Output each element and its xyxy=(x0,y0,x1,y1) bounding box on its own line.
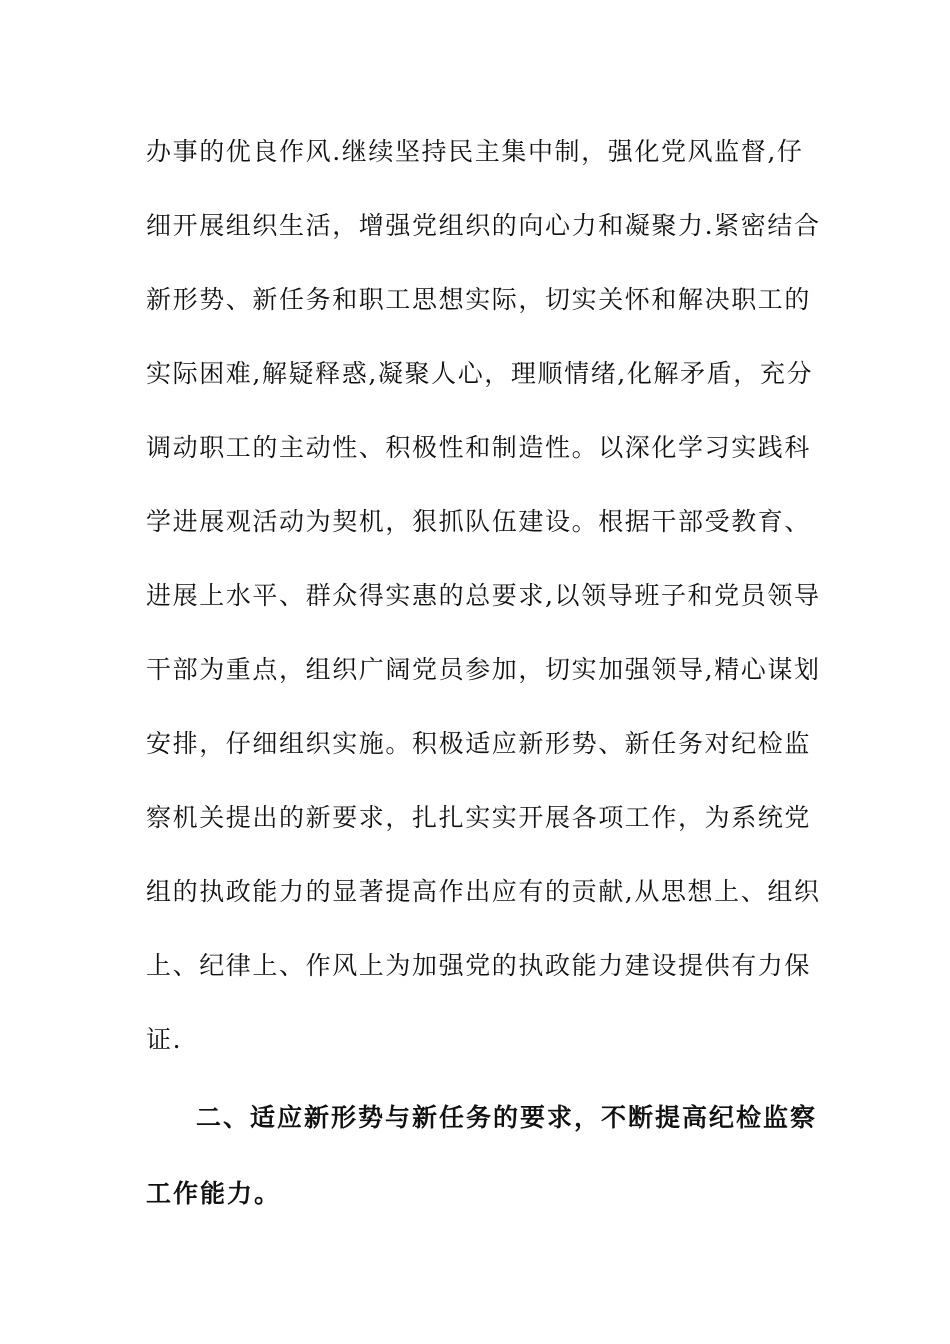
body-line-7: 进展上水平、群众得实惠的总要求,以领导班子和党员领导 xyxy=(146,581,821,610)
body-line-5: 调动职工的主动性、积极性和制造性。以深化学习实践科 xyxy=(146,433,812,462)
body-line-4: 实际困难,解疑释惑,凝聚人心，理顺情绪,化解矛盾，充分 xyxy=(146,359,814,388)
body-line-3: 新形势、新任务和职工思想实际，切实关怀和解决职工的 xyxy=(146,285,812,314)
body-line-9: 安排，仔细组织实施。积极适应新形势、新任务对纪检监 xyxy=(146,729,812,758)
body-line-6: 学进展观活动为契机，狠抓队伍建设。根据干部受教育、 xyxy=(146,507,812,536)
body-line-2: 细开展组织生活，增强党组织的向心力和凝聚力.紧密结合 xyxy=(146,211,821,240)
body-line-1: 办事的优良作风.继续坚持民主集中制，强化党风监督,仔 xyxy=(146,137,804,166)
section-heading-line-1: 二、适应新形势与新任务的要求，不断提高纪检监察 xyxy=(196,1103,818,1132)
body-line-11: 组的执政能力的显著提高作出应有的贡献,从思想上、组织 xyxy=(146,877,821,906)
section-heading-line-2: 工作能力。 xyxy=(146,1179,282,1208)
body-line-12: 上、纪律上、作风上为加强党的执政能力建设提供有力保 xyxy=(146,951,812,980)
body-line-8: 干部为重点，组织广阔党员参加，切实加强领导,精心谋划 xyxy=(146,655,821,684)
body-line-13: 证. xyxy=(146,1025,183,1054)
body-line-10: 察机关提出的新要求，扎扎实实开展各项工作，为系统党 xyxy=(146,803,812,832)
